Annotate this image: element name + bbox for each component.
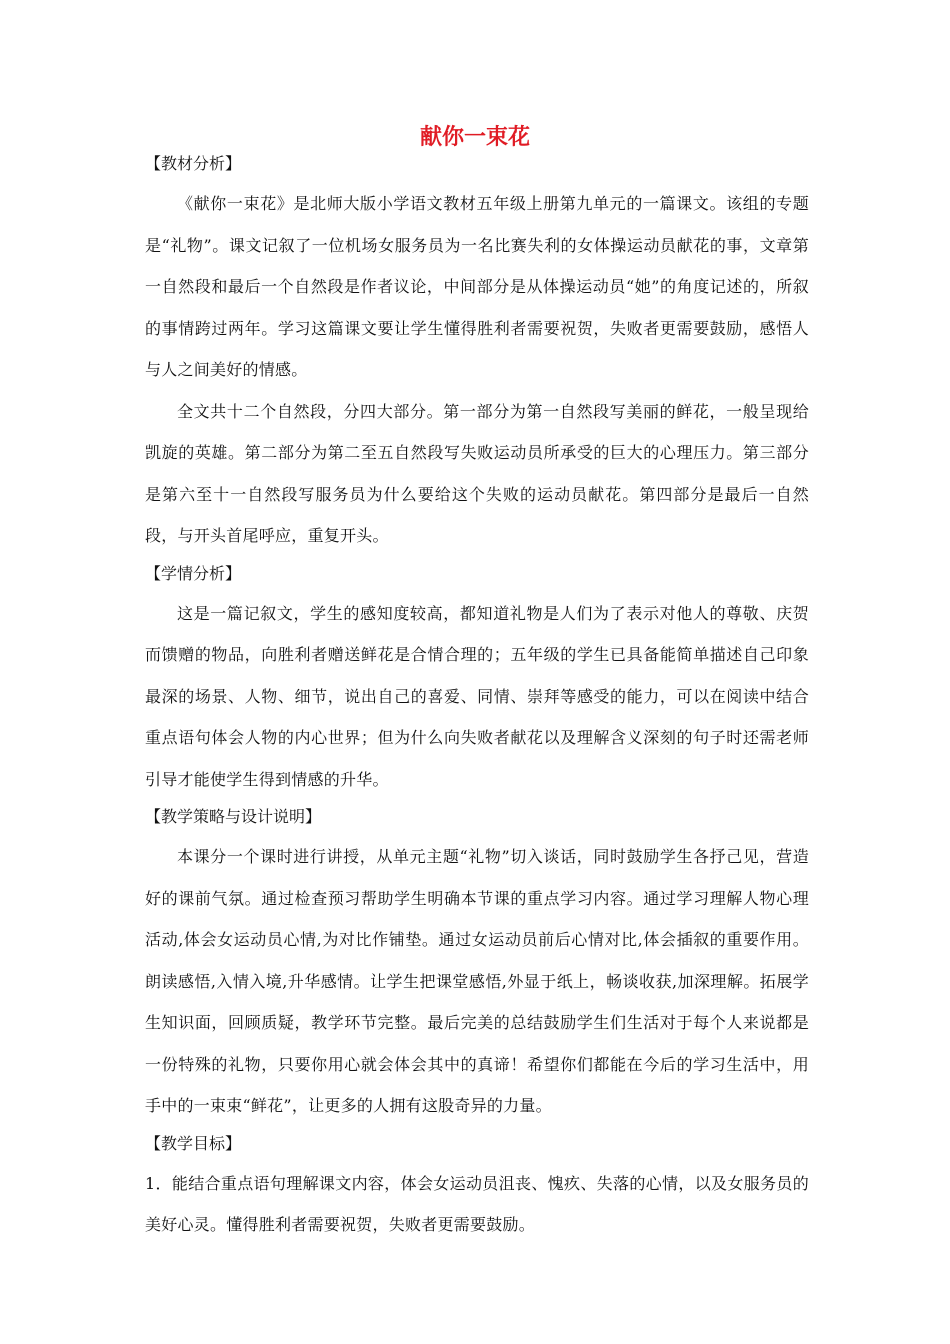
section-heading-teaching-strategy: 【教学策略与设计说明】 [145,807,322,826]
section-heading-teaching-goals: 【教学目标】 [145,1133,242,1153]
document-title: 献你一束花 [419,124,530,150]
paragraph: 1．能结合重点语句理解课文内容，体会女运动员沮丧、愧疚、失落的心情，以及女服务员的美好心灵。懂得胜利者需要祝贺，失败者更需要鼓励。 [145,1173,809,1234]
section-heading-student-analysis: 【学情分析】 [145,563,242,583]
document-body [145,148,809,1246]
paragraph: 《献你一束花》是北师大版小学语文教材五年级上册第九单元的一篇课文。该组的专题是“礼物”。课文记叙了一位机场女服务员为一名比赛失利的女体操运动员献花的事，文章第一自然段和最后一个自然段是作者议论，中间部分是从体操运动员“她”的角度记述的，所叙的事情跨过两年。学习这篇课文要让学生懂得胜利者需要祝贺，失败者更需要鼓励，感悟人与人之间美好的情感。 [145,194,809,379]
paragraph: 本课分一个课时进行讲授，从单元主题“礼物”切入谈话，同时鼓励学生各抒己见，营造好的课前气氛。通过检查预习帮助学生明确本节课的重点学习内容。通过学习理解人物心理活动,体会女运动员心情,为对比作铺垫。通过女运动员前后心情对比,体会插叙的重要作用。朗读感悟,入情入境,升华感情。让学生把课堂感悟,外显于纸上，畅谈收获,加深理解。拓展学生知识面，回顾质疑，教学环节完整。最后完美的总结鼓励学生们生活对于每个人来说都是一份特殊的礼物，只要你用心就会体会其中的真谛！希望你们都能在今后的学习生活中，用手中的一束束“鲜花”，让更多的人拥有这股奇异的力量。 [145,847,809,1115]
paragraph: 这是一篇记叙文，学生的感知度较高，都知道礼物是人们为了表示对他人的尊敬、庆贺而馈赠的物品，向胜利者赠送鲜花是合情合理的；五年级的学生已具备能简单描述自己印象最深的场景、人物、细节，说出自己的喜爱、同情、崇拜等感受的能力，可以在阅读中结合重点语句体会人物的内心世界；但为什么向失败者献花以及理解含义深刻的句子时还需老师引导才能使学生得到情感的升华。 [145,603,809,789]
section-heading-textbook-analysis: 【教材分析】 [145,154,242,173]
paragraph: 全文共十二个自然段，分四大部分。第一部分为第一自然段写美丽的鲜花，一般呈现给凯旋的英雄。第二部分为第二至五自然段写失败运动员所承受的巨大的心理压力。第三部分是第六至十一自然段写服务员为什么要给这个失败的运动员献花。第四部分是最后一自然段，与开头首尾呼应，重复开头。 [145,401,809,545]
